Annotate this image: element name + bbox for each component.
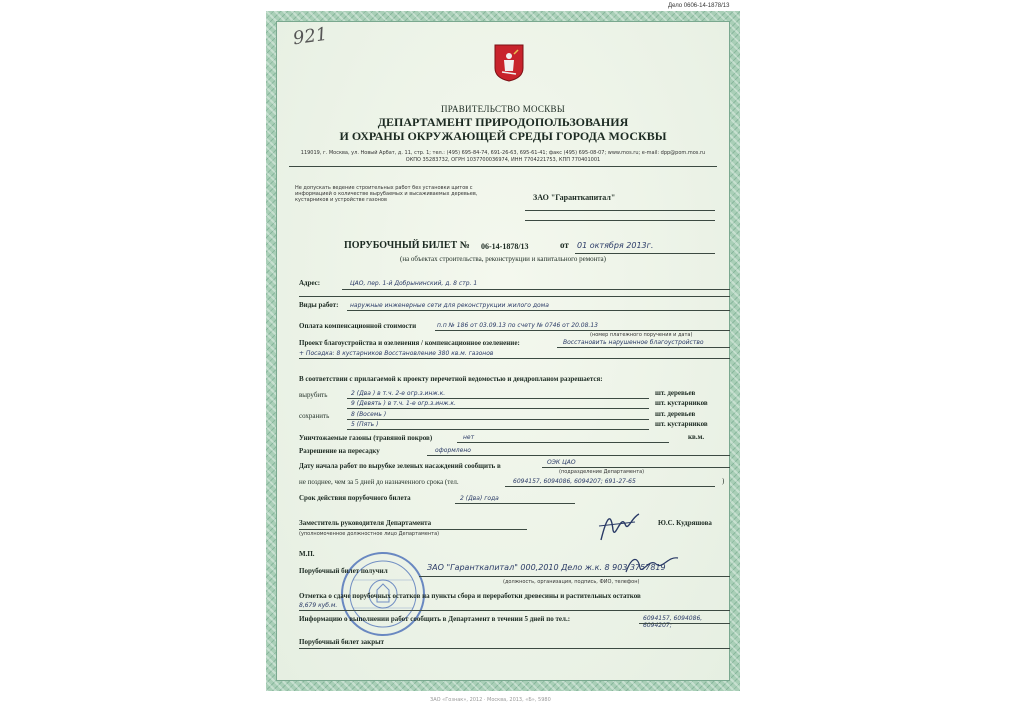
payment-line [435, 330, 730, 331]
keep-trees-value: 8 (Восемь ) [351, 411, 387, 418]
replant-value: оформлено [435, 447, 471, 454]
completion-line [639, 623, 730, 624]
cut-shrubs-value: 9 (Девять ) в т.ч. 1-е огр.з.инж.к. [351, 400, 456, 407]
address-value: ЦАО, пер. 1-й Добрынинский, д. 8 стр. 1 [350, 280, 478, 287]
work-type-value: наружные инженерные сети для реконструкции жилого дома [350, 302, 549, 309]
validity-line [455, 503, 575, 504]
residue-label: Отметка о сдаче порубочных остатков на пункты сбора и переработки древесины и растительных остатков [299, 592, 641, 600]
ticket-subtitle: (на объектах строительства, реконструкции и капитального ремонта) [400, 255, 606, 263]
lawns-label: Уничтожаемые газоны (травяной покров) [299, 434, 433, 442]
print-imprint: ЗАО «Гознак», 2012 · Москва, 2013, «Б», 5980 [430, 697, 551, 703]
validity-label: Срок действия порубочного билета [299, 494, 411, 502]
lawns-unit: кв.м. [688, 433, 705, 441]
header-divider [289, 166, 717, 167]
address-label: Адрес: [299, 279, 321, 287]
planting-value: + Посадка: 8 кустарников Восстановление 380 кв.м. газонов [299, 350, 494, 357]
planting-line [299, 358, 730, 359]
closed-label: Порубочный билет закрыт [299, 638, 385, 646]
residue-value: 8,679 куб.м. [299, 602, 338, 609]
ticket-title: ПОРУБОЧНЫЙ БИЛЕТ № [344, 240, 470, 251]
received-hint: (должность, организация, подпись, ФИО, телефон) [503, 579, 640, 585]
received-label: Порубочный билет получил [299, 567, 388, 575]
ticket-date-label: от [560, 240, 569, 250]
department-title-line1: ДЕПАРТАМЕНТ ПРИРОДОПОЛЬЗОВАНИЯ [377, 115, 629, 129]
start-line [542, 467, 730, 468]
ticket-number: 06-14-1878/13 [481, 242, 529, 251]
certificate-sheet [276, 21, 730, 681]
document-reference: Дело 0606-14-1878/13 [668, 3, 730, 9]
start-value: ОЭК ЦАО [547, 459, 576, 466]
lawns-line [457, 442, 669, 443]
received-handwritten: ЗАО "Гаранткапитал" 000,2010 Дело ж.к. 8 903 3757819 [427, 563, 666, 572]
recipient-line [525, 210, 715, 211]
keep-shrubs-unit: шт. кустарников [655, 420, 708, 428]
replant-label: Разрешение на пересадку [299, 447, 380, 455]
certificate-border [266, 11, 740, 691]
moscow-coat-of-arms-icon [494, 44, 524, 82]
ticket-date-value: 01 октября 2013г. [577, 241, 654, 250]
keep-shrubs-value: 5 (Пять ) [351, 421, 379, 428]
signatory-name: Ю.С. Кудряшова [658, 519, 712, 527]
closed-line [299, 648, 730, 649]
project-label: Проект благоустройства и озеленения / компенсационное озеленение: [299, 339, 520, 347]
completion-phones: 6094157, 6094086, 6094207; [643, 615, 703, 629]
handwritten-number: 921 [291, 23, 329, 50]
validity-value: 2 (Два) года [460, 495, 499, 502]
payment-value: п.п № 186 от 03.09.13 по счету № 0746 от 20.08.13 [437, 322, 598, 329]
address-line-2 [299, 296, 730, 297]
payment-label: Оплата компенсационной стоимости [299, 322, 417, 330]
ticket-date-line [575, 253, 715, 254]
deadline-phones: 6094157, 6094086, 6094207; 691-27-65 [513, 478, 636, 485]
department-address: 119019, г. Москва, ул. Новый Арбат, д. 11, стр. 1; тел.: (495) 695-84-74, 691-26-63, 695-61-41; факс (495) 695-08-07; www.mos.ru; e-mail: dpp@pom.mos.ru [300, 150, 706, 156]
cut-trees-unit: шт. деревьев [655, 389, 696, 397]
cut-trees-value: 2 (Два ) в т.ч. 2-е огр.з.инж.к. [351, 390, 446, 397]
recipient-signature [622, 552, 682, 577]
cut-trees-line [347, 398, 649, 399]
keep-trees-line [347, 419, 649, 420]
signage-note: Не допускать ведение строительных работ без установки щитов с информацией о количестве вырубаемых и высаживаемых деревьев, кустарников и устройстве газонов [295, 185, 478, 203]
lawns-value: нет [463, 434, 475, 441]
deadline-line [505, 486, 715, 487]
cut-shrubs-line [347, 408, 649, 409]
payment-hint: (номер платежного поручения и дата) [590, 332, 693, 338]
completion-label: Информацию о выполнении работ сообщить в Департамент в течении 5 дней по тел.: [299, 615, 571, 623]
deadline-label: не позднее, чем за 5 дней до назначенного срока (тел. [299, 478, 459, 486]
permit-intro: В соответствии с прилагаемой к проекту перечетной ведомостью и дендропланом разрешается: [299, 375, 603, 383]
seal-mark-label: М.П. [299, 550, 315, 558]
cut-label: вырубить [299, 391, 328, 399]
work-type-label: Виды работ: [299, 301, 339, 309]
recipient-line-2 [525, 220, 715, 221]
project-line [557, 347, 730, 348]
keep-label: сохранить [299, 412, 330, 420]
deadline-close: ) [722, 477, 725, 485]
director-signature [595, 506, 645, 546]
keep-shrubs-line [347, 429, 649, 430]
residue-line [299, 610, 730, 611]
signatory-position-hint: (уполномоченное должностное лицо Департамента) [299, 531, 440, 537]
department-title-line2: И ОХРАНЫ ОКРУЖАЮЩЕЙ СРЕДЫ ГОРОДА МОСКВЫ [339, 129, 667, 143]
signatory-position-line [299, 529, 527, 530]
keep-trees-unit: шт. деревьев [655, 410, 696, 418]
replant-line [427, 455, 730, 456]
cut-shrubs-unit: шт. кустарников [655, 399, 708, 407]
recipient-name: ЗАО "Гаранткапитал" [533, 193, 616, 202]
government-title: ПРАВИТЕЛЬСТВО МОСКВЫ [440, 104, 565, 114]
project-value: Восстановить нарушенное благоустройство [563, 339, 704, 346]
signatory-position: Заместитель руководителя Департамента [299, 519, 432, 527]
start-label: Дату начала работ по вырубке зеленых насаждений сообщить в [299, 462, 501, 470]
received-line [419, 576, 730, 577]
department-codes: ОКПО 35283732, ОГРН 1037700036974, ИНН 7704221753, КПП 770401001 [405, 157, 601, 163]
start-hint: (подразделение Департамента) [559, 469, 645, 475]
work-type-line [347, 310, 730, 311]
address-line [342, 289, 730, 290]
